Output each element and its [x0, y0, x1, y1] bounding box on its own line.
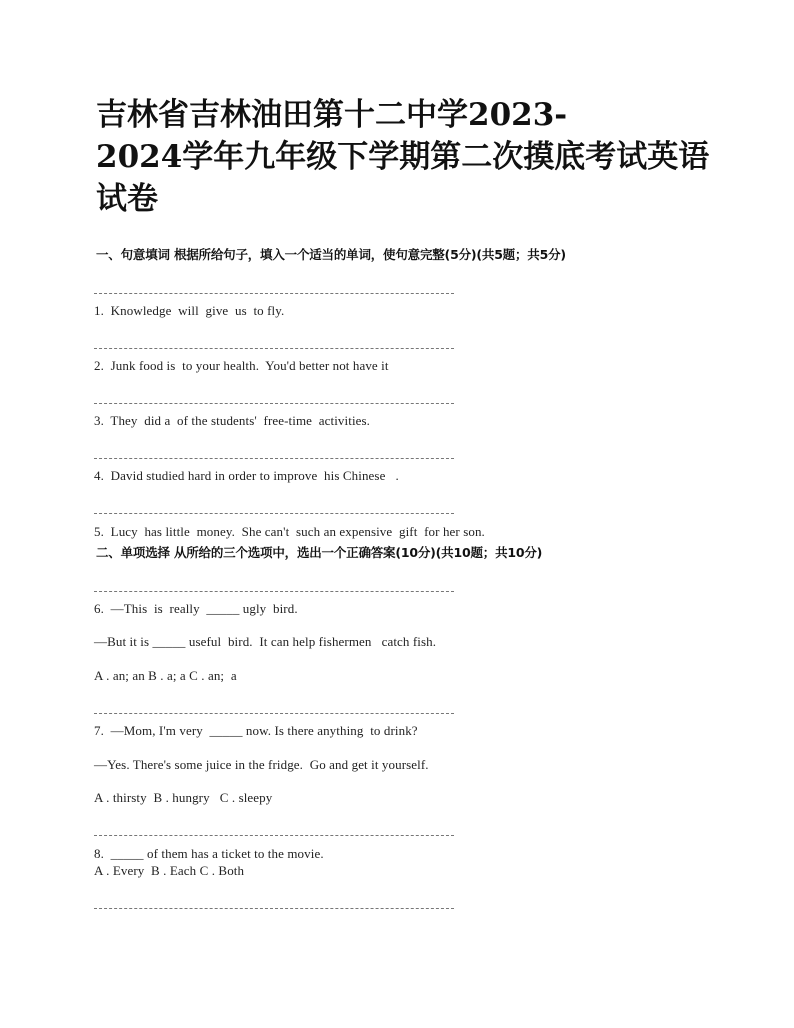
document-title — [96, 94, 736, 220]
divider — [94, 908, 454, 909]
question-6-options: A . an; an B . a; a C . an; a — [94, 668, 237, 683]
question-6-reply: —But it is _____ useful bird. It can help fishermen catch fish. — [94, 634, 437, 649]
section-2-heading: 二、单项选择 从所给的三个选项中，选出一个正确答案(10分)(共10题；共10分) — [96, 545, 543, 560]
divider — [94, 293, 454, 294]
title-line-3: 试卷 — [96, 181, 158, 217]
divider — [94, 513, 454, 514]
divider — [94, 591, 454, 592]
divider — [94, 458, 454, 459]
question-8-options: A . Every B . Each C . Both — [94, 863, 245, 878]
question-7-reply: —Yes. There's some juice in the fridge. Go and get it yourself. — [94, 757, 429, 772]
question-6-prompt: 6. —This is really _____ ugly bird. — [94, 601, 298, 616]
divider — [94, 713, 454, 714]
question-4: 4. David studied hard in order to improve his Chinese . — [94, 468, 399, 483]
question-5: 5. Lucy has little money. She can't such an expensive gift for her son. — [94, 524, 485, 539]
question-2: 2. Junk food is to your health. You'd better not have it — [94, 358, 389, 373]
title-line-1: 吉林省吉林油田第十二中学2023- — [96, 97, 568, 133]
divider — [94, 348, 454, 349]
question-3: 3. They did a of the students' free-time activities. — [94, 413, 371, 428]
section-1-heading: 一、句意填词 根据所给句子，填入一个适当的单词，使句意完整(5分)(共5题；共5分) — [96, 247, 566, 262]
divider — [94, 835, 454, 836]
question-7-options: A . thirsty B . hungry C . sleepy — [94, 790, 273, 805]
title-line-2: 2024学年九年级下学期第二次摸底考试英语 — [96, 139, 710, 175]
question-1: 1. Knowledge will give us to fly. — [94, 303, 285, 318]
divider — [94, 403, 454, 404]
question-7-prompt: 7. —Mom, I'm very _____ now. Is there anything to drink? — [94, 723, 418, 738]
question-8-prompt: 8. _____ of them has a ticket to the movie. — [94, 846, 324, 861]
